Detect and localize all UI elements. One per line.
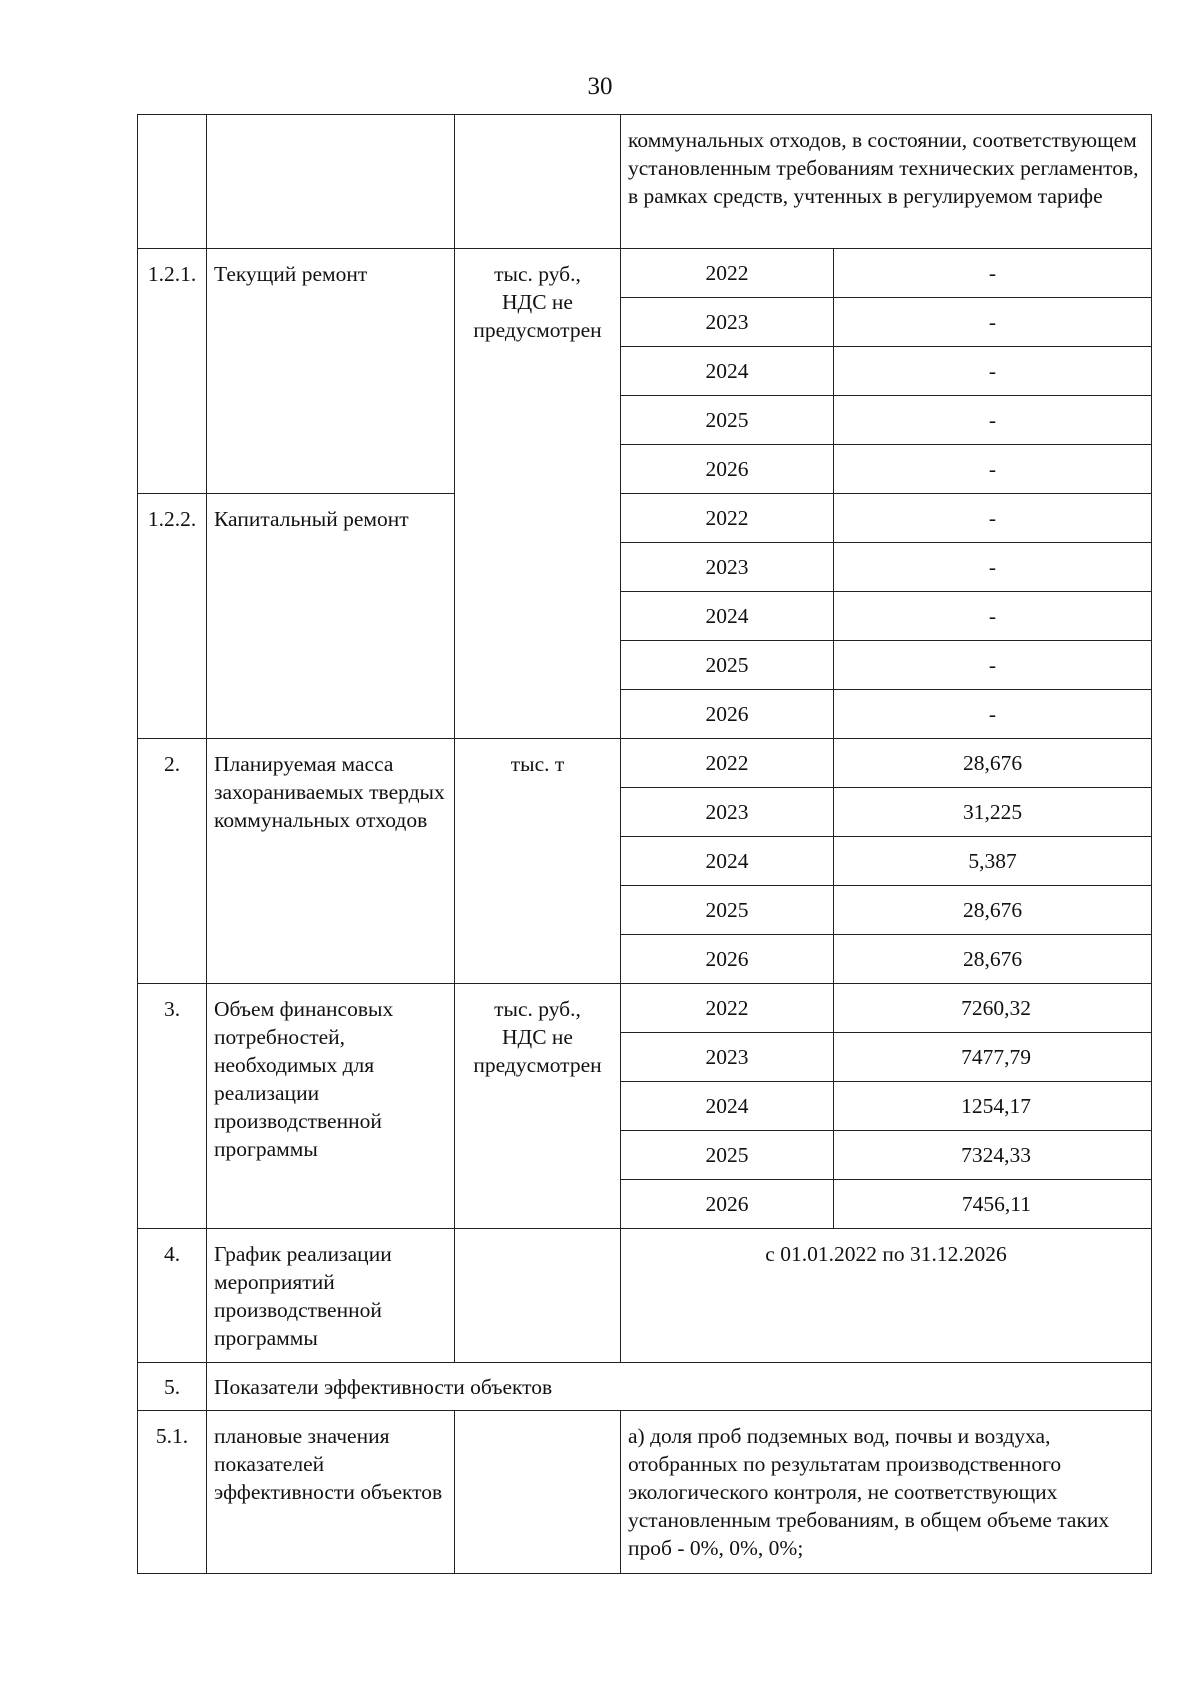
unit-line: тыс. руб., (494, 997, 581, 1021)
table-row (138, 1229, 1152, 1363)
year-cell: 2026 (621, 690, 834, 739)
unit-cell (455, 115, 621, 249)
unit-cell (455, 1229, 621, 1363)
item-number: 5.1. (138, 1411, 207, 1574)
year-cell: 2022 (621, 984, 834, 1033)
year-cell: 2022 (621, 494, 834, 543)
unit-line: предусмотрен (473, 1053, 602, 1077)
unit-cell (455, 1411, 621, 1574)
value-cell: - (834, 445, 1152, 494)
value-cell: 28,676 (834, 739, 1152, 788)
year-cell: 2025 (621, 641, 834, 690)
unit-line: предусмотрен (473, 318, 602, 342)
item-name: Объем финансовых потребностей, необходимых для реализации производственной программы (207, 984, 455, 1229)
value-cell: - (834, 592, 1152, 641)
item-number: 4. (138, 1229, 207, 1363)
value-cell: 31,225 (834, 788, 1152, 837)
value-cell: 28,676 (834, 886, 1152, 935)
value-cell: 7324,33 (834, 1131, 1152, 1180)
value-cell: - (834, 396, 1152, 445)
item-name: Планируемая масса захораниваемых твердых коммунальных отходов (207, 739, 455, 984)
year-cell: 2023 (621, 1033, 834, 1082)
year-cell: 2025 (621, 396, 834, 445)
item-number: 5. (138, 1363, 207, 1411)
year-cell: 2025 (621, 886, 834, 935)
table-row (138, 249, 1152, 298)
value-cell: - (834, 249, 1152, 298)
section-title: Показатели эффективности объектов (207, 1363, 1152, 1411)
value-cell: 7260,32 (834, 984, 1152, 1033)
value-cell: - (834, 494, 1152, 543)
unit-line: НДС не (502, 1025, 573, 1049)
item-name: Текущий ремонт (207, 249, 455, 494)
item-number: 2. (138, 739, 207, 984)
year-cell: 2026 (621, 445, 834, 494)
value-cell: - (834, 347, 1152, 396)
year-cell: 2026 (621, 935, 834, 984)
program-table (137, 114, 1152, 1574)
year-cell: 2024 (621, 347, 834, 396)
description-cell: коммунальных отходов, в состоянии, соответствующем установленным требованиям технических регламентов, в рамках средств, учтенных в регулируемом тарифе (621, 115, 1152, 249)
value-cell: - (834, 543, 1152, 592)
year-cell: 2024 (621, 1082, 834, 1131)
item-name: Капитальный ремонт (207, 494, 455, 739)
table-row (138, 494, 1152, 543)
unit-cell (455, 984, 621, 1229)
year-cell: 2023 (621, 788, 834, 837)
year-cell: 2022 (621, 739, 834, 788)
period-cell: с 01.01.2022 по 31.12.2026 (621, 1229, 1152, 1363)
value-cell: 7456,11 (834, 1180, 1152, 1229)
value-cell: 1254,17 (834, 1082, 1152, 1131)
item-number: 1.2.2. (138, 494, 207, 739)
table-row (138, 1363, 1152, 1411)
unit-line: тыс. руб., (494, 262, 581, 286)
year-cell: 2024 (621, 837, 834, 886)
value-cell: 5,387 (834, 837, 1152, 886)
item-name: График реализации мероприятий производственной программы (207, 1229, 455, 1363)
table-row (138, 115, 1152, 249)
unit-cell: тыс. т (455, 739, 621, 984)
page-number: 30 (587, 73, 613, 100)
unit-line: НДС не (502, 290, 573, 314)
name-cell (207, 115, 455, 249)
item-number: 1.2.1. (138, 249, 207, 494)
year-cell: 2023 (621, 298, 834, 347)
item-number: 3. (138, 984, 207, 1229)
value-cell: 28,676 (834, 935, 1152, 984)
item-name: плановые значения показателей эффективности объектов (207, 1411, 455, 1574)
year-cell: 2025 (621, 1131, 834, 1180)
value-cell: 7477,79 (834, 1033, 1152, 1082)
year-cell: 2026 (621, 1180, 834, 1229)
table-row (138, 984, 1152, 1033)
table-row (138, 1411, 1152, 1574)
year-cell: 2024 (621, 592, 834, 641)
table-row (138, 739, 1152, 788)
year-cell: 2023 (621, 543, 834, 592)
value-cell: - (834, 298, 1152, 347)
description-cell: а) доля проб подземных вод, почвы и воздуха, отобранных по результатам производственного экологического контроля, не соответствующих установленным требованиям, в общем объеме таких проб - 0%, 0%, 0%; (621, 1411, 1152, 1574)
num-cell (138, 115, 207, 249)
year-cell: 2022 (621, 249, 834, 298)
value-cell: - (834, 690, 1152, 739)
unit-cell (455, 249, 621, 739)
value-cell: - (834, 641, 1152, 690)
